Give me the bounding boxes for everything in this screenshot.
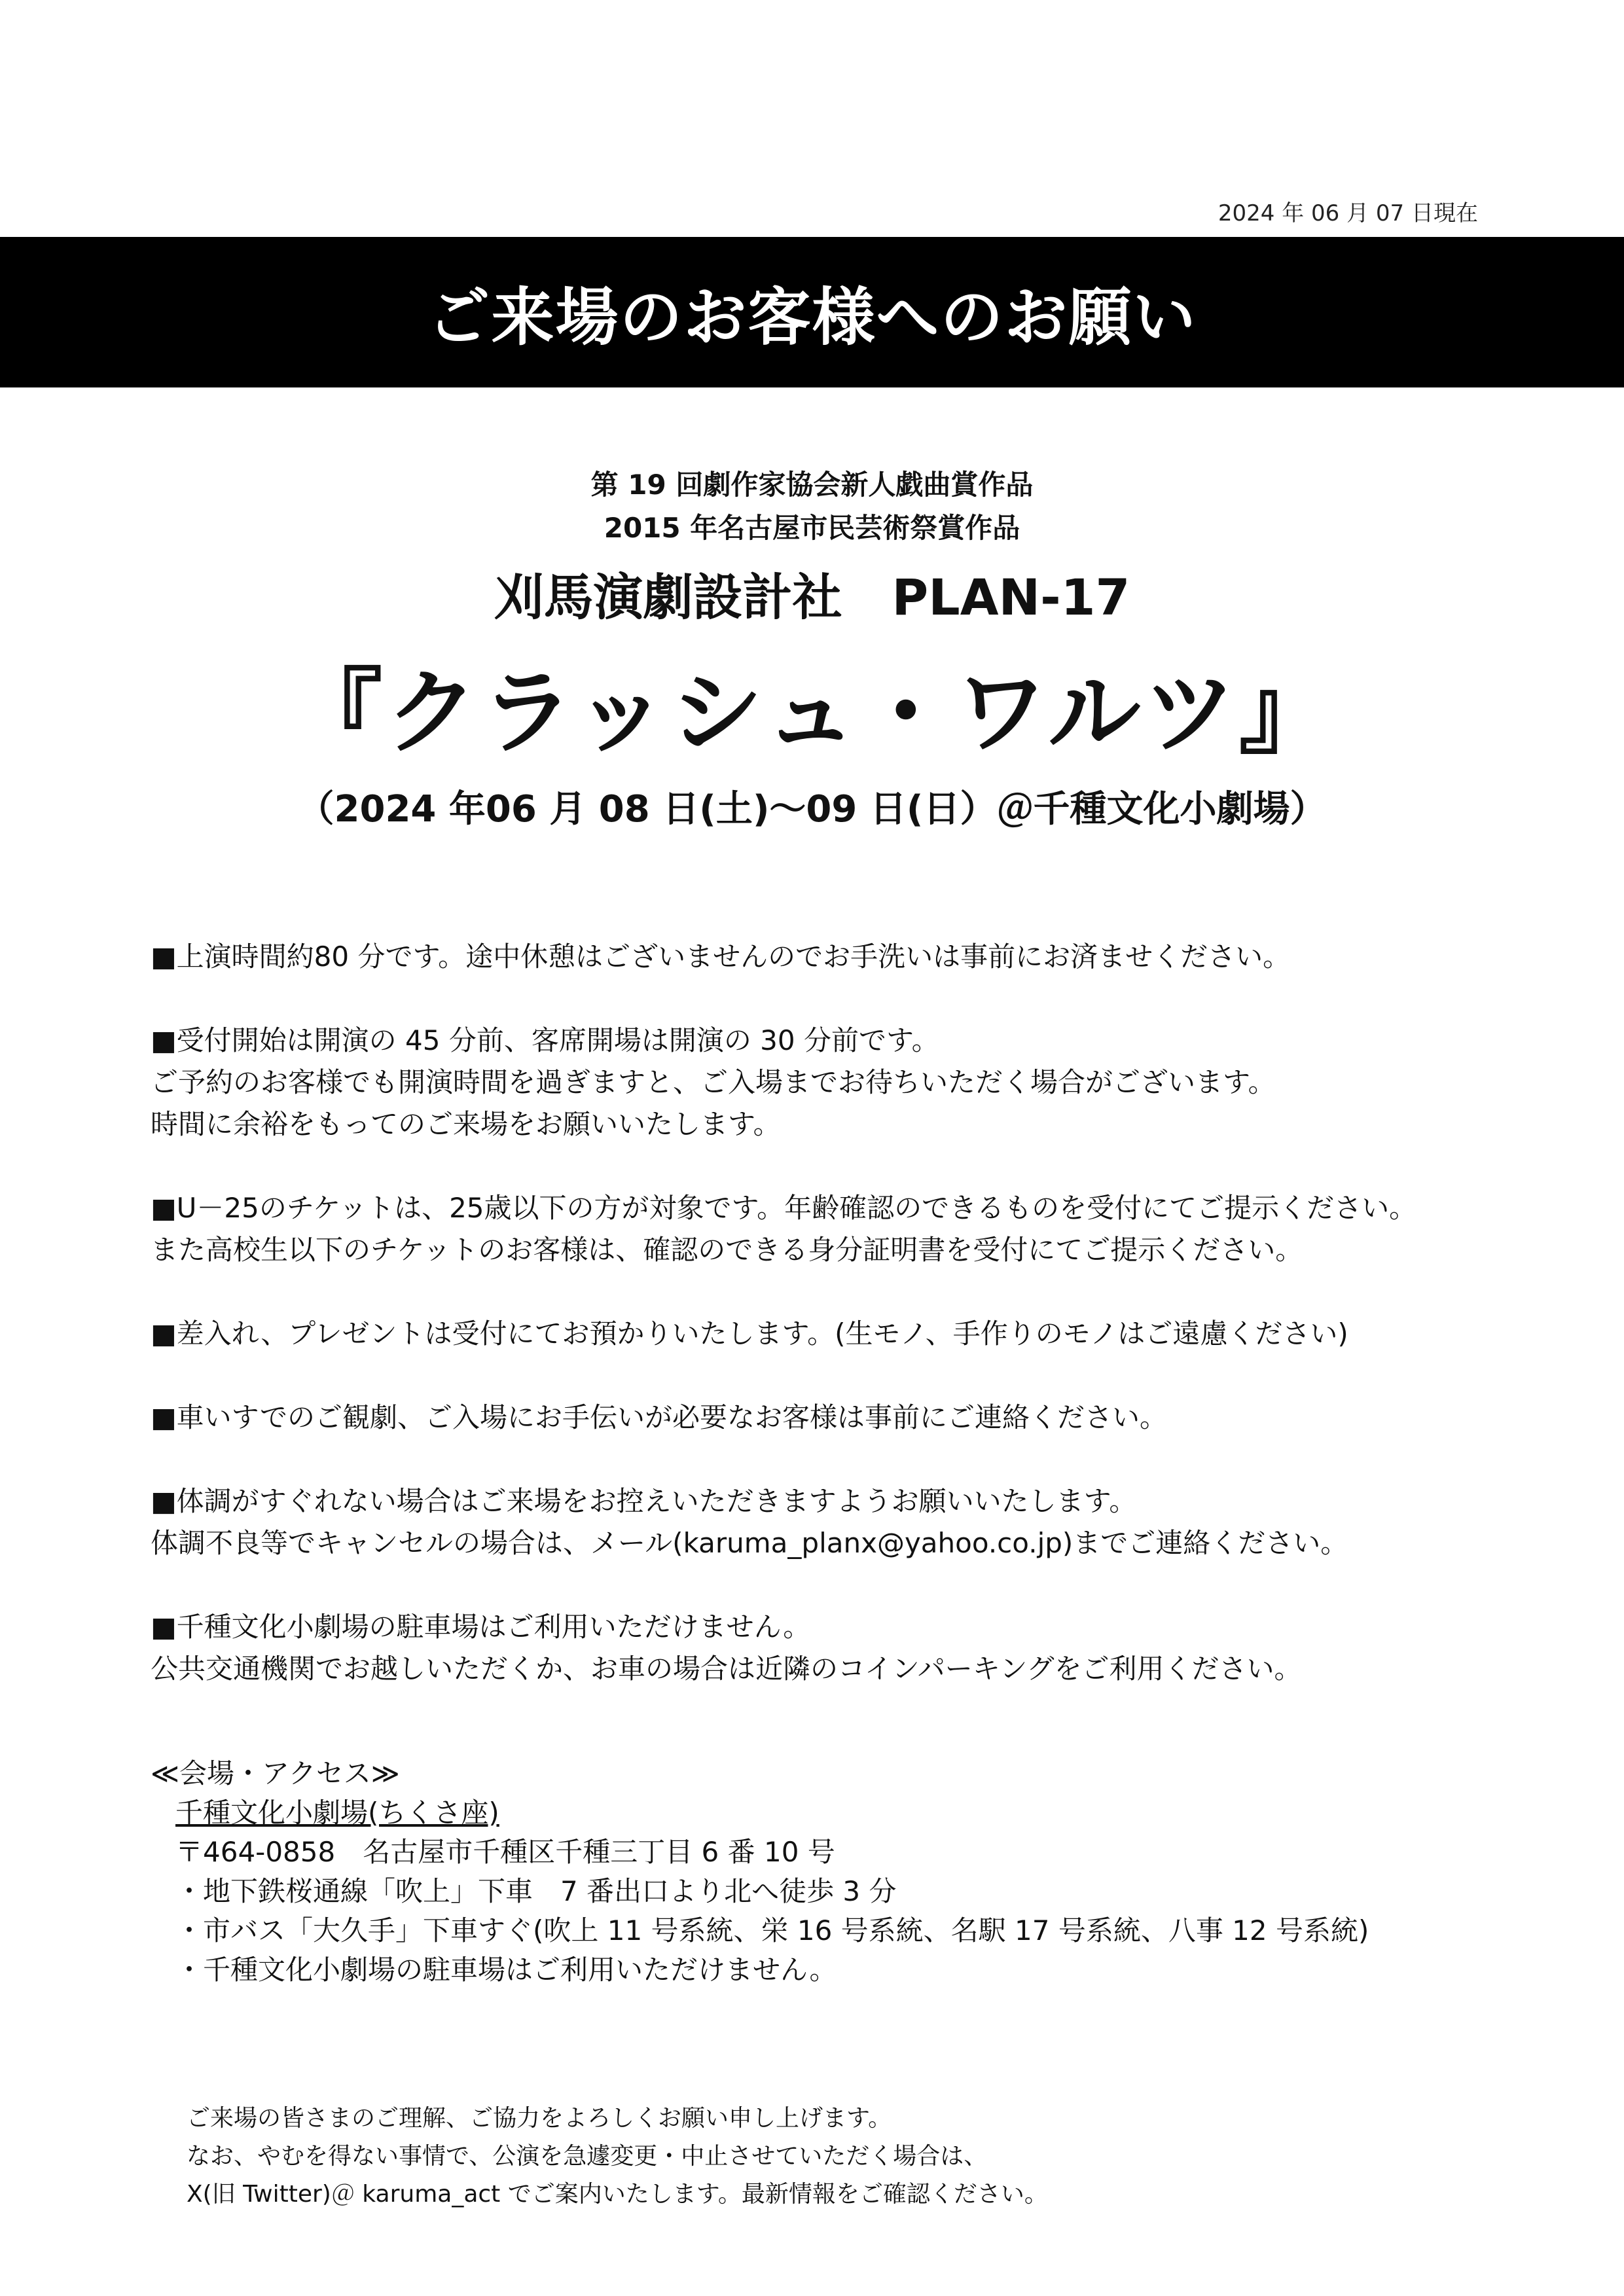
notice-line: ご予約のお客様でも開演時間を過ぎますと、ご入場までお待ちいただく場合がございます。 <box>151 1066 1276 1098</box>
award-line-1: 第 19 回劇作家協会新人戯曲賞作品 <box>590 469 1034 501</box>
access-heading: ≪会場・アクセス≫ <box>151 1757 400 1789</box>
header-banner <box>0 237 1624 387</box>
notice-list <box>151 936 1492 1732</box>
notice-running-time <box>151 936 1492 978</box>
notice-parking <box>151 1606 1492 1690</box>
notice-u25-ticket <box>151 1187 1492 1271</box>
access-subway: ・地下鉄桜通線「吹上」下車 7 番出口より北へ徒歩 3 分 <box>175 1875 897 1907</box>
notice-health <box>151 1480 1492 1564</box>
closing-line: なお、やむを得ない事情で、公演を急遽変更・中止させていただく場合は、 <box>187 2143 988 2170</box>
play-title: 『クラッシュ・ワルツ』 <box>289 659 1335 767</box>
notice-line: ■千種文化小劇場の駐車場はご利用いただけません。 <box>151 1611 811 1643</box>
access-bus: ・市バス「大久手」下車すぐ(吹上 11 号系統、栄 16 号系統、名駅 17 号系統、八事 12 号系統) <box>175 1914 1369 1946</box>
notice-line: ■車いすでのご観劇、ご入場にお手伝いが必要なお客様は事前にご連絡ください。 <box>151 1401 1167 1433</box>
notice-line: ■上演時間約80 分です。途中休憩はございませんのでお手洗いは事前にお済ませください。 <box>151 941 1291 973</box>
notice-line: ■U－25のチケットは、25歳以下の方が対象です。年齢確認のできるものを受付にてご提示ください。 <box>151 1192 1417 1224</box>
notice-line: 体調不良等でキャンセルの場合は、メール(karuma_planx@yahoo.co.jp)までご連絡ください。 <box>151 1527 1348 1559</box>
notice-line: ■体調がすぐれない場合はご来場をお控えいただきますようお願いいたします。 <box>151 1485 1137 1517</box>
closing-line: X(旧 Twitter)＠ karuma_act でご案内いたします。最新情報をご確認ください。 <box>187 2181 1048 2208</box>
notice-line: また高校生以下のチケットのお客様は、確認のできる身分証明書を受付にてご提示ください。 <box>151 1234 1303 1266</box>
notice-line: 時間に余裕をもってのご来場をお願いいたします。 <box>151 1108 781 1140</box>
as-of-date: 2024 年 06 月 07 日現在 <box>1218 200 1478 226</box>
closing-line: ご来場の皆さまのご理解、ご協力をよろしくお願い申し上げます。 <box>187 2105 892 2132</box>
notice-wheelchair <box>151 1397 1492 1439</box>
access-parking: ・千種文化小劇場の駐車場はご利用いただけません。 <box>175 1954 837 1986</box>
company-name: 刈馬演劇設計社 PLAN-17 <box>494 568 1130 626</box>
performance-dates: （2024 年06 月 08 日(土)～09 日(日）＠千種文化小劇場） <box>297 788 1327 831</box>
page-title: ご来場のお客様へのお願い <box>427 280 1197 354</box>
notice-gifts <box>151 1313 1492 1355</box>
closing-message <box>187 2100 1489 2214</box>
notice-line: ■差入れ、プレゼントは受付にてお預かりいたします。(生モノ、手作りのモノはご遠慮ください) <box>151 1318 1348 1350</box>
notice-line: 公共交通機関でお越しいただくか、お車の場合は近隣のコインパーキングをご利用ください。 <box>151 1653 1302 1685</box>
notice-reception <box>151 1020 1492 1145</box>
access-section <box>151 1754 1492 1990</box>
award-line-2: 2015 年名古屋市民芸術祭賞作品 <box>604 512 1020 544</box>
venue-name: 千種文化小劇場(ちくさ座) <box>175 1797 499 1829</box>
notice-line: ■受付開始は開演の 45 分前、客席開場は開演の 30 分前です。 <box>151 1024 939 1056</box>
venue-address: 〒464-0858 名古屋市千種区千種三丁目 6 番 10 号 <box>175 1836 835 1868</box>
